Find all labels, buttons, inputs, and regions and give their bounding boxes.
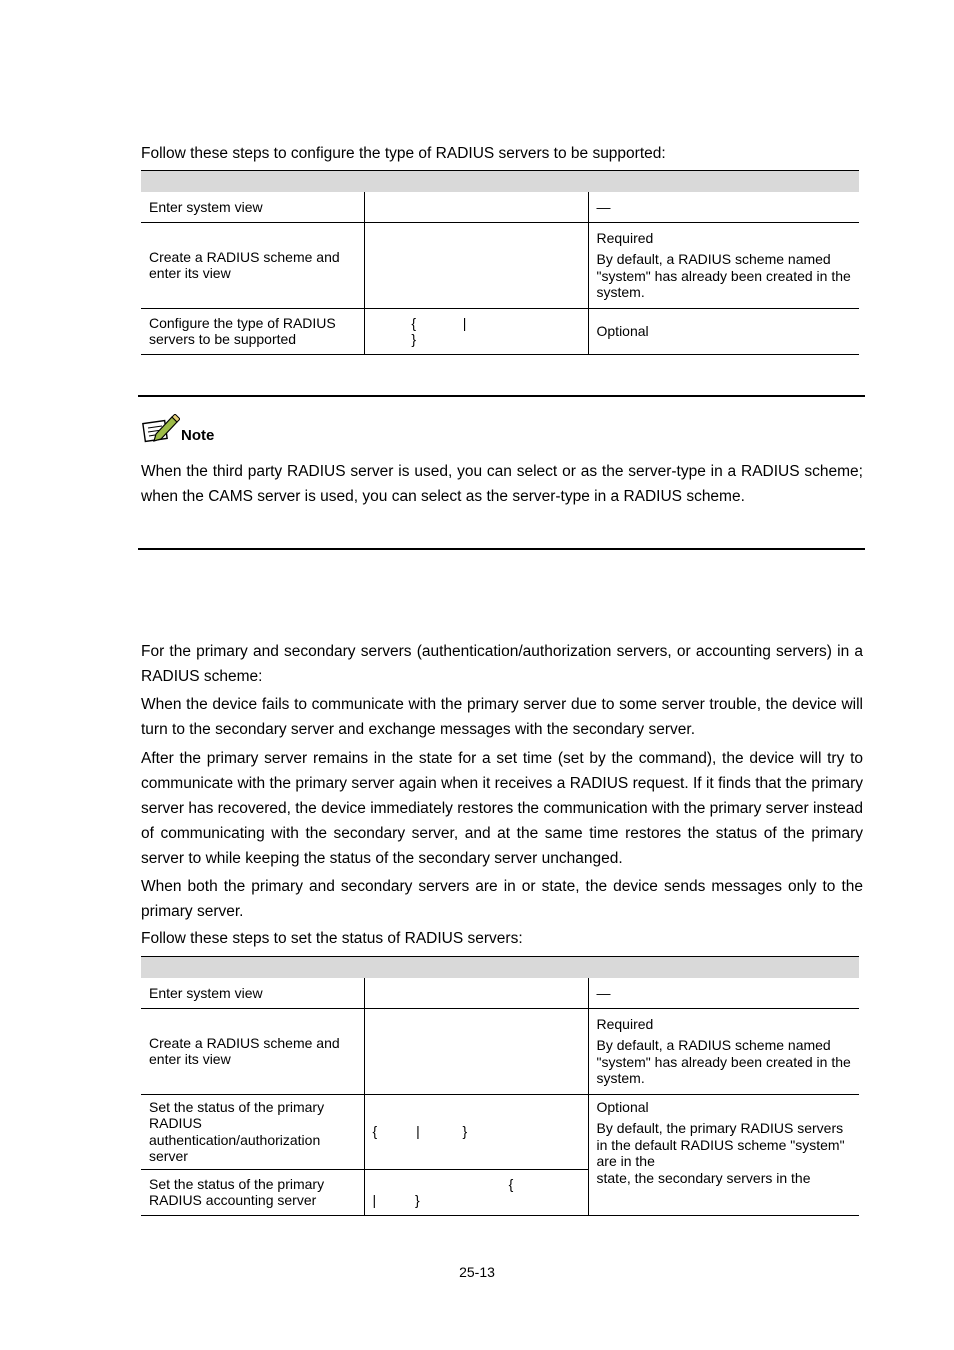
- table-header-row: [141, 957, 859, 979]
- remark-text: —: [596, 984, 611, 1001]
- section1-intro: Follow these steps to configure the type of RADIUS servers to be supported:: [141, 145, 666, 162]
- remark-default: By default, a RADIUS scheme named "system" has already been created in the system.: [596, 1037, 851, 1086]
- header-operation: [141, 957, 364, 979]
- table-header-row: [141, 171, 859, 193]
- table-row: [141, 222, 859, 308]
- table-row: [141, 978, 859, 1008]
- table-row: [141, 308, 859, 354]
- operation-cell: Set the status of the primary RADIUS authentication/authorization server: [141, 1094, 364, 1169]
- operation-cell: Set the status of the primary RADIUS accounting server: [141, 1169, 364, 1215]
- note-title: Note: [181, 427, 215, 444]
- note-pencil-icon: [142, 414, 180, 446]
- operation-cell: Enter system view: [141, 192, 364, 222]
- operation-cell: Configure the type of RADIUS servers to be supported: [141, 308, 364, 354]
- server-status-steps-table: [141, 956, 859, 1216]
- remark-default-state: By default, the primary RADIUS servers in the default RADIUS scheme "system" are in the state, the secondary servers in the: [596, 1120, 845, 1186]
- paragraph-primary-secondary: For the primary and secondary servers (authentication/authorization servers, or accounting servers) in a RADIUS scheme:: [141, 643, 863, 685]
- operation-cell: Enter system view: [141, 978, 364, 1008]
- section2-intro: Follow these steps to set the status of RADIUS servers:: [141, 930, 523, 947]
- table-row: [141, 1008, 859, 1094]
- remark-required: Required: [596, 1015, 654, 1032]
- paragraph-both-states: When both the primary and secondary servers are in or state, the device sends messages only to the primary server.: [141, 878, 863, 920]
- header-command: [364, 957, 588, 979]
- remarks-cell: [588, 308, 859, 354]
- table-row: [141, 192, 859, 222]
- command-cell: [364, 978, 588, 1008]
- header-remarks: [588, 957, 859, 979]
- remarks-cell: [588, 978, 859, 1008]
- remarks-cell: [588, 1008, 859, 1094]
- note-bottom-rule: [138, 548, 865, 550]
- remark-default: By default, a RADIUS scheme named "system" has already been created in the system.: [596, 251, 851, 300]
- note-top-rule: [138, 395, 865, 397]
- remarks-cell: [588, 222, 859, 308]
- paragraph-fail-over: When the device fails to communicate with the primary server due to some server trouble, the device will turn to the secondary server and exchange messages with the secondary server.: [141, 696, 863, 738]
- command-cell: [364, 192, 588, 222]
- command-cell: [364, 222, 588, 308]
- table-row: [141, 1094, 859, 1169]
- operation-cell: Create a RADIUS scheme and enter its view: [141, 1008, 364, 1094]
- header-command: [364, 171, 588, 193]
- page-number: 25-13: [459, 1264, 495, 1280]
- command-cell: [364, 1008, 588, 1094]
- remark-optional: Optional: [596, 1098, 649, 1115]
- operation-cell: Create a RADIUS scheme and enter its view: [141, 222, 364, 308]
- header-operation: [141, 171, 364, 193]
- command-cell: { | }: [364, 1169, 588, 1215]
- paragraph-restore: After the primary server remains in the state for a set time (set by the command), the device will try to communicate with the primary server again when it receives a RADIUS request. If it finds that the primary server has recovered, the device immediately restores the communication with the primary server instead of communicating with the secondary server, and at the same time restores the status of the primary server to while keeping the status of the secondary server unchanged.: [141, 750, 863, 867]
- remark-required: Required: [596, 229, 654, 246]
- header-remarks: [588, 171, 859, 193]
- remarks-cell: [588, 1094, 859, 1215]
- remark-text: Optional: [596, 322, 649, 339]
- command-cell: { | }: [364, 308, 588, 354]
- command-cell: { | }: [364, 1094, 588, 1169]
- remark-text: —: [596, 198, 611, 215]
- remarks-cell: [588, 192, 859, 222]
- server-type-steps-table: [141, 170, 859, 355]
- note-text: When the third party RADIUS server is used, you can select or as the server-type in a RADIUS scheme; when the CAMS server is used, you can select as the server-type in a RADIUS scheme.: [141, 463, 863, 505]
